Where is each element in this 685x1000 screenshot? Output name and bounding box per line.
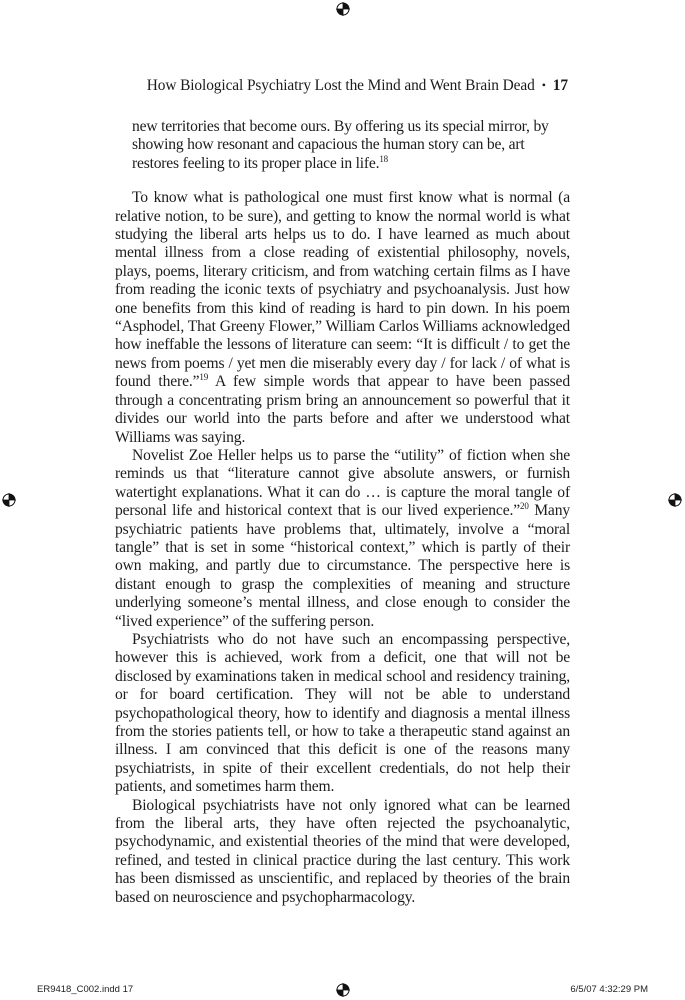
block-quote-ending bbox=[132, 118, 570, 173]
paragraph-text: new territories that become ours. By offering us its special mirror, by showing how resonant and capacious the human story can be, art restores feeling to its proper place in life. bbox=[132, 118, 549, 172]
registration-mark-top-icon bbox=[336, 2, 350, 16]
slug-file-name: ER9418_C002.indd 17 bbox=[37, 984, 134, 995]
body-text bbox=[115, 118, 570, 907]
paragraph-text: Biological psychiatrists have not only ignored what can be learned from the liberal arts, they have often rejected the psychoanalytic, psychodynamic, and existential theories of the mind that were developed, refined, and tested in clinical practice during the last century. This work has been dismissed as unscientific, and replaced by theories of the brain based on neuroscience and psychopharmacology. bbox=[115, 796, 570, 906]
note-reference: 19 bbox=[199, 372, 209, 383]
registration-mark-bottom-icon bbox=[336, 983, 350, 997]
registration-mark-right-icon bbox=[668, 493, 682, 507]
paragraph bbox=[115, 631, 570, 797]
paragraph bbox=[115, 797, 570, 907]
paragraph-text: Novelist Zoe Heller helps us to parse the “utility” of fiction when she reminds us that “literature cannot give absolute answers, or furnish watertight explanations. What it can do … is capture the moral tangle of personal life and historical context that is our lived experience.” bbox=[115, 446, 570, 520]
paragraph-text: To know what is pathological one must first know what is normal (a relative notion, to be sure), and getting to know the normal world is what studying the liberal arts helps us to do. I have learned as much about mental illness from a close reading of existential philosophy, novels, plays, poems, literary criticism, and from watching certain films as I have from reading the iconic texts of psychiatry and psychoanalysis. Just how one benefits from this kind of reading is hard to pin down. In his poem “Asphodel, That Greeny Flower,” William Carlos Williams acknowledged how ineffable the lessons of literature can seem: “It is difficult / to get the news from poems / yet men die miserably every day / for lack / of what is found there.” bbox=[115, 189, 570, 391]
running-head-bullet: • bbox=[541, 78, 546, 92]
page-number: 17 bbox=[552, 77, 568, 94]
running-head-title: How Biological Psychiatry Lost the Mind and Went Brain Dead bbox=[146, 77, 535, 94]
note-reference: 18 bbox=[379, 153, 388, 164]
note-reference: 20 bbox=[520, 501, 529, 512]
paragraph-text: Many psychiatric patients have problems that, ultimately, involve a “moral tangle” that is set in some “historical context,” which is partly of their own making, and partly due to circumstance. The perspective here is distant enough to grasp the complexities of meaning and structure underlying someone’s mental illness, and close enough to consider the “lived experience” of the suffering person. bbox=[115, 502, 570, 630]
slug-timestamp: 6/5/07 4:32:29 PM bbox=[570, 984, 648, 995]
registration-mark-left-icon bbox=[2, 493, 16, 507]
paragraph bbox=[115, 447, 570, 631]
paragraph bbox=[115, 189, 570, 447]
running-head bbox=[0, 77, 568, 95]
paragraph-text: Psychiatrists who do not have such an encompassing perspective, however this is achieved, work from a deficit, one that will not be disclosed by examinations taken in medical school and residency training, or for board certification. They will not be able to understand psychopathological theory, how to identify and diagnosis a mental illness from the stories patients tell, or how to take a therapeutic stand against an illness. I am convinced that this deficit is one of the reasons many psychiatrists, in spite of their excellent credentials, do not help their patients, and sometimes harm them. bbox=[115, 630, 570, 796]
paragraph-text: A few simple words that appear to have been passed through a concentrating prism bring an announcement so powerful that it divides our world into the parts before and after we understood what Williams was saying. bbox=[115, 373, 570, 446]
